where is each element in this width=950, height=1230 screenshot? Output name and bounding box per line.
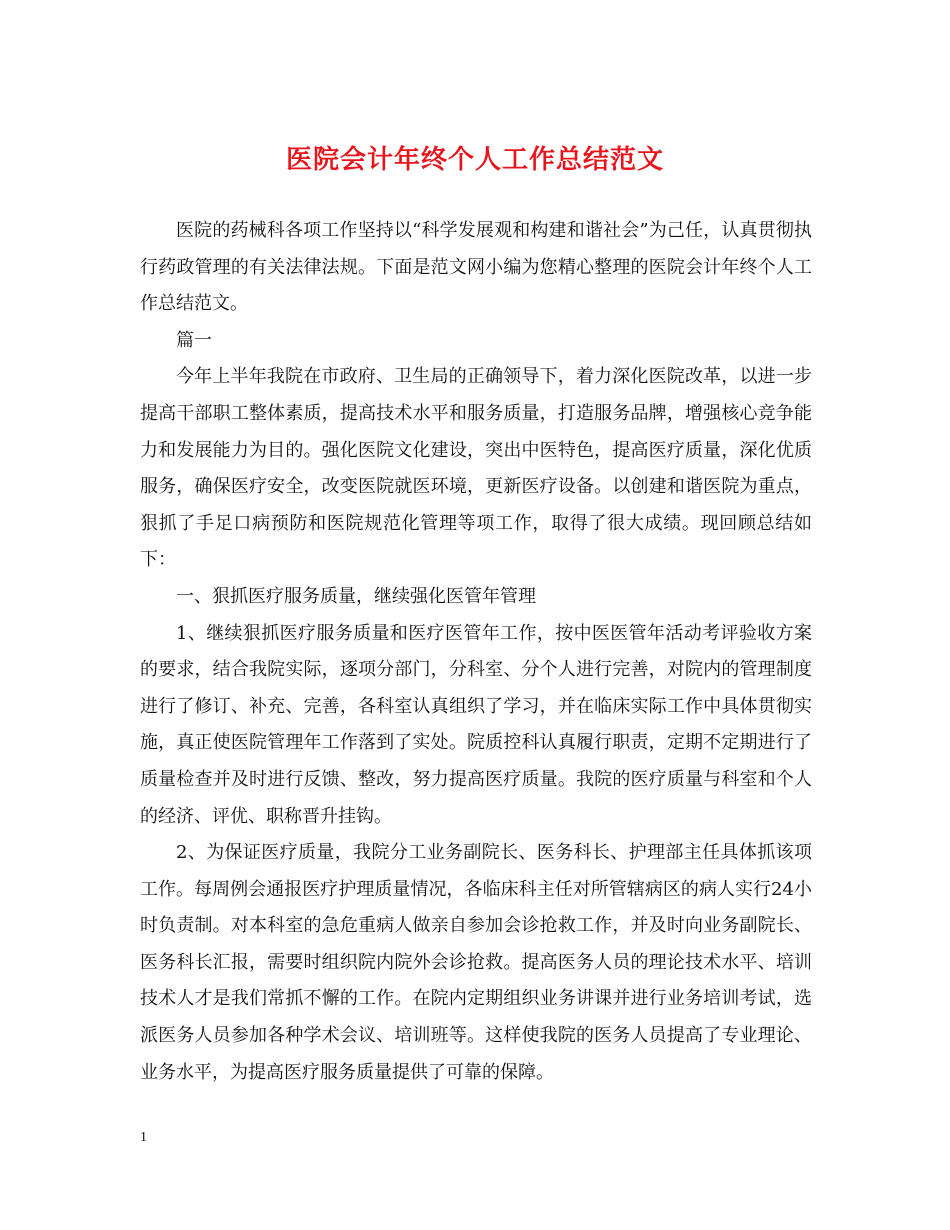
document-body (140, 213, 812, 1091)
paragraph-overview: 今年上半年我院在市政府、卫生局的正确领导下，着力深化医院改革，以进一步提高干部职工整体素质，提高技术水平和服务质量，打造服务品牌，增强核心竞争能力和发展能力为目的。强化医院文化建设，突出中医特色，提高医疗质量，深化优质服务，确保医疗安全，改变医院就医环境，更新医疗设备。以创建和谐医院为重点，狠抓了手足口病预防和医院规范化管理等项工作，取得了很大成绩。现回顾总结如下： (140, 366, 812, 571)
paragraph-heading-one: 一、狠抓医疗服务质量，继续强化医管年管理 (176, 585, 536, 607)
page-number: 1 (140, 1130, 147, 1145)
paragraph-section-label: 篇一 (176, 329, 212, 351)
paragraph-item-two: 2、为保证医疗质量，我院分工业务副院长、医务科长、护理部主任具体抓该项工作。每周例会通报医疗护理质量情况，各临床科主任对所管辖病区的病人实行24小时负责制。对本科室的急危重病人做亲自参加会诊抢救工作，并及时向业务副院长、医务科长汇报，需要时组织院内院外会诊抢救。提高医务人员的理论技术水平、培训技术人才是我们常抓不懈的工作。在院内定期组织业务讲课并进行业务培训考试，选派医务人员参加各种学术会议、培训班等。这样使我院的医务人员提高了专业理论、业务水平，为提高医疗服务质量提供了可靠的保障。 (140, 842, 812, 1083)
document-title: 医院会计年终个人工作总结范文 (285, 145, 664, 175)
paragraph-item-one: 1、继续狠抓医疗服务质量和医疗医管年工作，按中医医管年活动考评验收方案的要求，结合我院实际，逐项分部门，分科室、分个人进行完善，对院内的管理制度进行了修订、补充、完善，各科室认真组织了学习，并在临床实际工作中具体贯彻实施，真正使医院管理年工作落到了实处。院质控科认真履行职责，定期不定期进行了质量检查并及时进行反馈、整改，努力提高医疗质量。我院的医疗质量与科室和个人的经济、评优、职称晋升挂钩。 (140, 622, 812, 827)
paragraph-intro: 医院的药械科各项工作坚持以“科学发展观和构建和谐社会”为己任，认真贯彻执行药政管理的有关法律法规。下面是范文网小编为您精心整理的医院会计年终个人工作总结范文。 (140, 220, 812, 315)
